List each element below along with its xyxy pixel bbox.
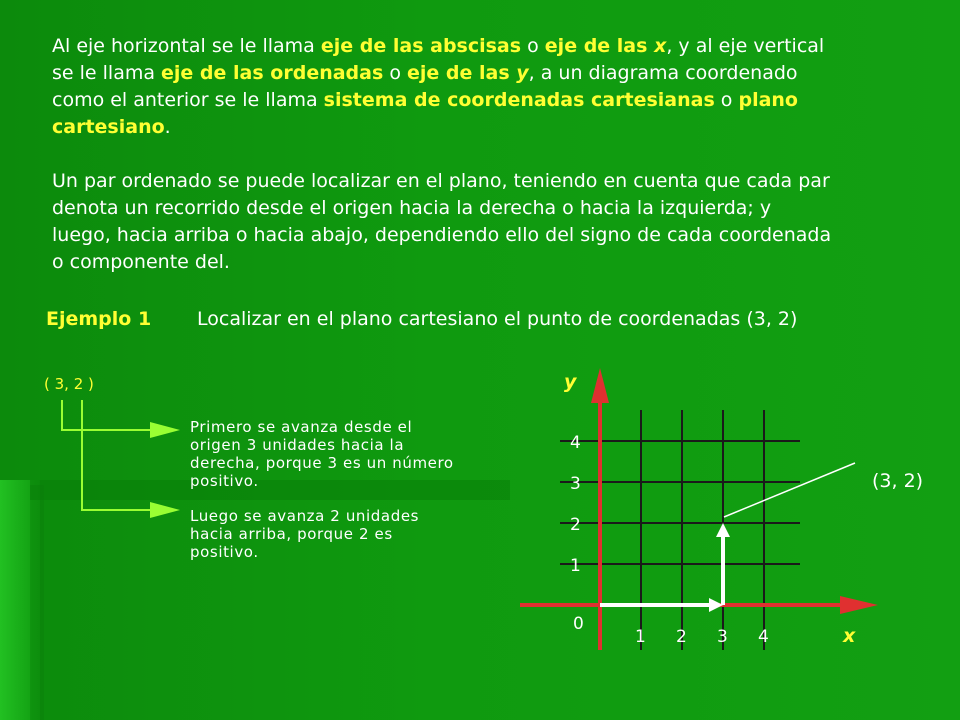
plane-grid — [560, 410, 800, 650]
y-tick-label: 1 — [570, 556, 581, 576]
point-path — [600, 523, 730, 612]
origin-label: 0 — [573, 614, 584, 634]
text-fragment: , y al eje vertical se le llama — [52, 35, 825, 84]
y-axis-label: y — [564, 371, 577, 393]
highlight-ordenadas: eje de las ordenadas — [161, 62, 384, 84]
example-label: Ejemplo 1 — [46, 308, 152, 330]
horizontal-step-arrow — [709, 598, 723, 612]
text-fragment: o — [714, 89, 739, 111]
bracket-connector — [62, 400, 160, 510]
x-tick-label: 3 — [717, 627, 728, 647]
highlight-abscisas: eje de las abscisas — [320, 35, 522, 57]
ordered-pair-label: ( 3, 2 ) — [44, 375, 94, 393]
step-one-text: Primero se avanza desde el origen 3 unidades hacia la derecha, porque 3 es un número positivo. — [190, 418, 454, 490]
y-axis-arrow — [591, 368, 609, 403]
connector-line-1 — [62, 400, 160, 430]
axes — [520, 368, 878, 650]
point-pointer-line — [724, 463, 855, 517]
text-fragment: , a un diagrama coordenado como el anterior se le llama — [52, 62, 798, 111]
x-tick-label: 2 — [676, 627, 687, 647]
x-tick-label: 4 — [758, 627, 769, 647]
y-tick-label: 4 — [570, 433, 581, 453]
arrow-head-1 — [150, 422, 180, 438]
x-axis-arrow — [840, 596, 878, 614]
highlight-text: eje de las — [544, 35, 655, 57]
x-axis-label: x — [843, 625, 856, 647]
x-tick-label: 1 — [635, 627, 646, 647]
y-tick-label: 3 — [570, 474, 581, 494]
vertical-step-arrow — [716, 523, 730, 537]
paragraph-ordered-pair: Un par ordenado se puede localizar en el plano, teniendo en cuenta que cada par denota un recorrido desde el origen hacia la derecha o hacia la izquierda; y luego, hacia arriba o hacia abajo, dependiendo ello del signo de cada coordenada o componente del. — [52, 170, 832, 273]
text-fragment: o — [521, 35, 545, 57]
text-fragment: Al eje horizontal se le llama — [52, 35, 321, 57]
y-tick-label: 2 — [570, 515, 581, 535]
text-fragment: o — [383, 62, 407, 84]
highlight-sistema-coordenadas: sistema de coordenadas cartesianas — [323, 89, 715, 111]
variable-y: y — [516, 62, 529, 84]
highlight-plano-cartesiano: plano cartesiano — [52, 89, 798, 138]
variable-x: x — [654, 35, 667, 57]
point-coordinates-label: (3, 2) — [872, 470, 924, 492]
arrow-head-2 — [150, 502, 180, 518]
connector-line-2 — [82, 400, 160, 510]
text-fragment: . — [164, 116, 171, 138]
step-two-text: Luego se avanza 2 unidades hacia arriba, porque 2 es positivo. — [190, 507, 420, 561]
example-statement: Localizar en el plano cartesiano el punto de coordenadas (3, 2) — [197, 308, 798, 330]
highlight-text: eje de las — [407, 62, 517, 84]
